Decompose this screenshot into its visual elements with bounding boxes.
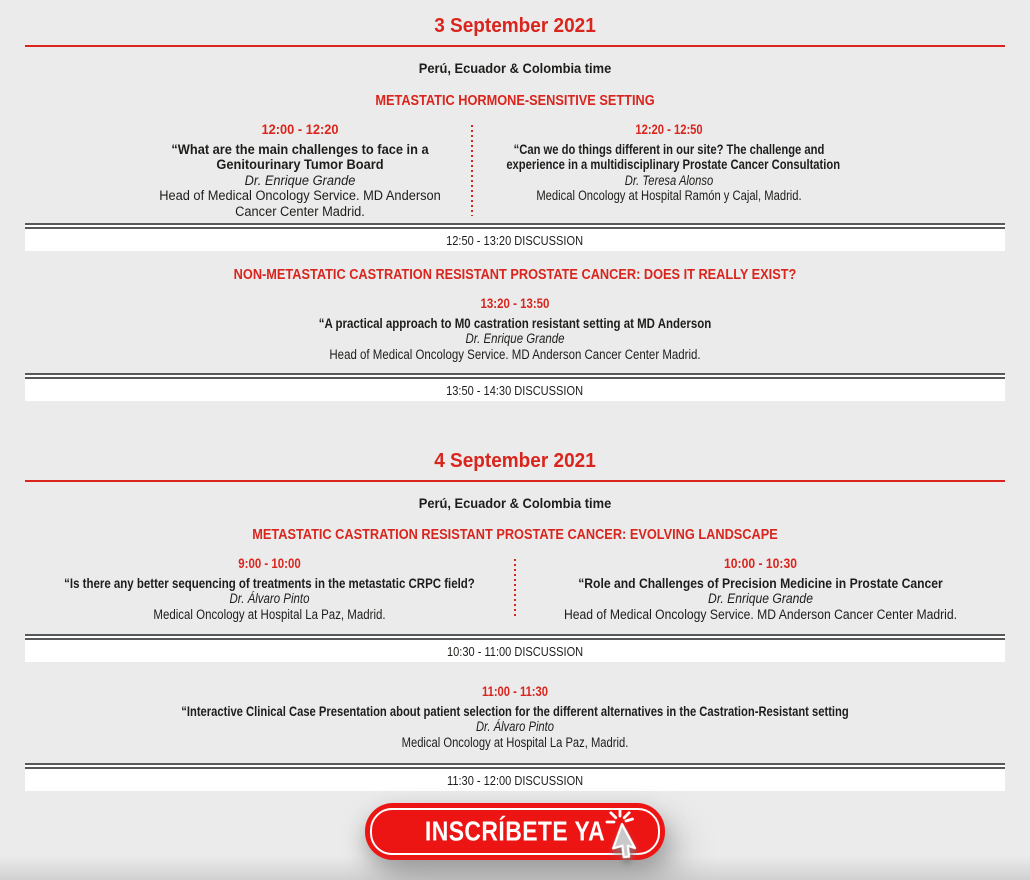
day2-session-row xyxy=(25,556,1005,622)
session-affiliation-line: Head of Medical Oncology Service. MD Anderson Cancer Center Madrid. xyxy=(329,346,701,362)
session-speaker: Dr. Enrique Grande xyxy=(465,331,565,346)
day1-block xyxy=(25,15,1005,401)
discussion-bar xyxy=(25,373,1005,401)
day1-section1-heading: METASTATIC HORMONE-SENSITIVE SETTING xyxy=(375,93,655,109)
session-title-line: “What are the main challenges to face in a xyxy=(171,141,429,157)
cta-label: INSCRÍBETE YA xyxy=(424,814,606,846)
session-affiliation-line: Medical Oncology at Hospital Ramón y Cajal, Madrid. xyxy=(536,188,802,203)
day1-section2-heading: NON-METASTATIC CASTRATION RESISTANT PROSTATE CANCER: DOES IT REALLY EXIST? xyxy=(233,267,797,283)
day1-red-divider-line xyxy=(25,45,1005,47)
day2-section1-heading: METASTATIC CASTRATION RESISTANT PROSTATE CANCER: EVOLVING LANDSCAPE xyxy=(252,527,778,543)
discussion-label: 11:30 - 12:00 DISCUSSION xyxy=(446,772,584,788)
session-time: 9:00 - 10:00 xyxy=(238,556,301,571)
discussion-label: 10:30 - 11:00 DISCUSSION xyxy=(446,643,584,659)
session-speaker: Dr. Enrique Grande xyxy=(708,591,813,606)
discussion-bar xyxy=(25,763,1005,791)
session-title-line: “Is there any better sequencing of treatments in the metastatic CRPC field? xyxy=(64,575,475,591)
session-title-line: “Interactive Clinical Case Presentation about patient selection for the different alternatives in the Castration-Resistant setting xyxy=(181,703,849,719)
session-speaker: Dr. Álvaro Pinto xyxy=(229,591,310,606)
discussion-label: 13:50 - 14:30 DISCUSSION xyxy=(446,382,584,398)
session-affiliation-line: Medical Oncology at Hospital La Paz, Madrid. xyxy=(401,734,629,750)
session-time: 10:00 - 10:30 xyxy=(724,556,797,571)
session-speaker: Dr. Teresa Alonso xyxy=(624,172,714,188)
day2-timezone-note: Perú, Ecuador & Colombia time xyxy=(418,495,612,511)
session-title-line: “Role and Challenges of Precision Medicine in Prostate Cancer xyxy=(578,575,943,591)
session-title-line: “Can we do things different in our site? The challenge and xyxy=(513,141,825,157)
day1-date-heading: 3 September 2021 xyxy=(434,15,596,37)
day2-block xyxy=(25,450,1005,791)
session-affiliation-line: Medical Oncology at Hospital La Paz, Madrid. xyxy=(153,606,386,622)
session-time: 12:00 - 12:20 xyxy=(261,122,339,137)
day2-session-right xyxy=(516,556,1005,622)
cursor-arrow xyxy=(612,824,642,860)
discussion-label: 12:50 - 13:20 DISCUSSION xyxy=(446,232,584,248)
session-speaker: Dr. Enrique Grande xyxy=(244,172,356,188)
session-affiliation-line: Head of Medical Oncology Service. MD Anderson xyxy=(159,188,441,203)
session-time: 13:20 - 13:50 xyxy=(480,296,550,311)
day1-session-row xyxy=(25,122,1005,219)
inscribete-ya-button[interactable] xyxy=(365,803,665,860)
session-time: 11:00 - 11:30 xyxy=(481,684,549,699)
day1-session-left xyxy=(25,122,471,219)
session-speaker: Dr. Álvaro Pinto xyxy=(475,719,555,734)
click-burst-icon xyxy=(607,810,633,822)
day1-timezone-note: Perú, Ecuador & Colombia time xyxy=(418,60,612,76)
day1-session-full xyxy=(25,296,1005,362)
bottom-shadow-gradient xyxy=(0,856,1030,880)
session-title-line: experience in a multidisciplinary Prostate Cancer Consultation xyxy=(506,157,841,172)
session-time: 12:20 - 12:50 xyxy=(635,122,703,137)
day2-date-heading: 4 September 2021 xyxy=(434,450,596,472)
session-affiliation-line: Cancer Center Madrid. xyxy=(235,203,365,219)
day2-session-left xyxy=(25,556,514,622)
session-title-line: Genitourinary Tumor Board xyxy=(216,157,384,172)
session-title-line: “A practical approach to M0 castration resistant setting at MD Anderson xyxy=(318,315,712,331)
day1-session-right xyxy=(473,122,1005,219)
session-affiliation-line: Head of Medical Oncology Service. MD Anderson Cancer Center Madrid. xyxy=(563,606,958,622)
day2-red-divider-line xyxy=(25,480,1005,482)
discussion-bar xyxy=(25,223,1005,251)
discussion-bar xyxy=(25,634,1005,662)
day2-session-full xyxy=(25,684,1005,750)
